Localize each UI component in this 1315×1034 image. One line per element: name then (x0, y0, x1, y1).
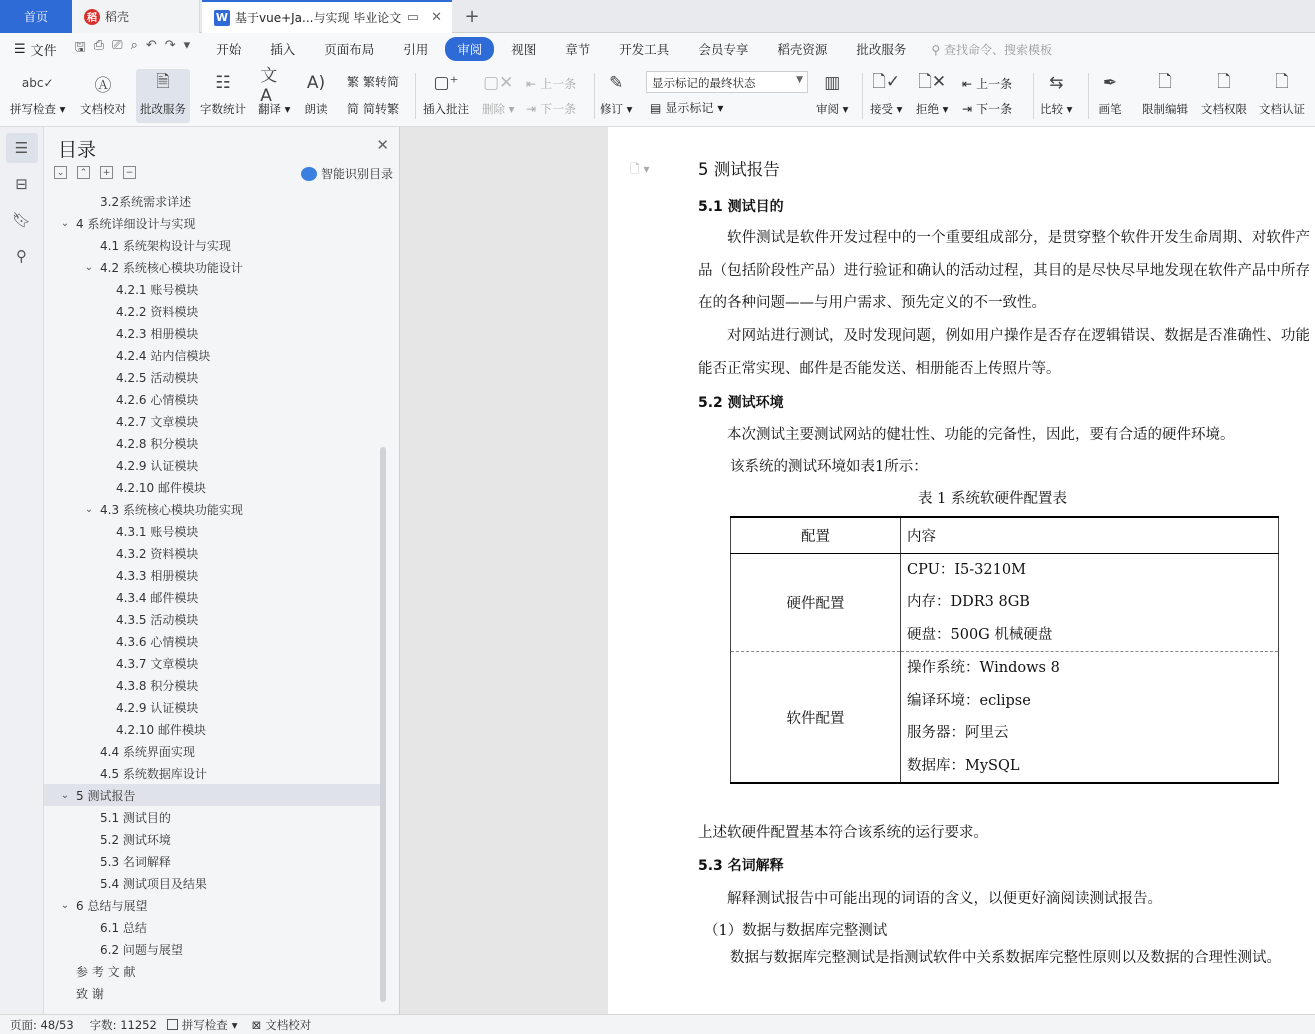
expand-all-icon[interactable]: ⌄ (54, 166, 67, 179)
table-caption: 表 1 系统软硬件配置表 (918, 491, 1067, 507)
export-pdf-icon[interactable]: ⎙ (93, 38, 105, 53)
toc-item[interactable] (44, 784, 380, 806)
next-change-label: 下一条 (976, 102, 1013, 116)
toc-item-label: 5.4 测试项目及结果 (100, 876, 207, 891)
side-nav-strip (0, 127, 44, 1014)
toc-item[interactable] (44, 564, 380, 586)
chevron-down-icon: ▼ (796, 75, 803, 85)
read-aloud-label: 朗读 (304, 102, 328, 116)
page-options-icon[interactable]: 🗋 ▾ (630, 162, 650, 176)
pen-label: 画笔 (1098, 102, 1122, 116)
paragraph-5-1-a: 软件测试是软件开发过程中的一个重要组成部分，是贯穿整个软件开发生命周期、对软件产品（包括阶段性产品）进行验证和确认的活动过程，其目的是尽快尽早地发现在软件产品中所存在的各种问题——与用户需求、预先定义的不一致性。 (698, 230, 1310, 311)
translate-button[interactable]: 文A 翻译 ▾ (258, 65, 291, 116)
permission-icon: 🗋 (1217, 71, 1231, 92)
word-count-button[interactable] (200, 69, 246, 117)
heading-5-3: 5.3 名词解释 (698, 858, 784, 874)
paragraph-5-3-a: 解释测试报告中可能出现的词语的含义，以便更好滴阅读测试报告。 (727, 891, 1162, 907)
toc-item-label: 3.2系统需求详述 (100, 194, 192, 209)
software-line: 编译环境：eclipse (907, 692, 1031, 709)
menu-tab[interactable]: 审阅 (445, 37, 494, 61)
toc-item[interactable] (44, 938, 380, 960)
toc-item[interactable] (44, 608, 380, 630)
proofread-status-button[interactable] (252, 1017, 312, 1033)
toc-item-label: 5 测试报告 (76, 788, 136, 803)
qat-more-icon[interactable]: ▾ (183, 38, 191, 53)
new-tab-icon[interactable]: + (464, 6, 480, 27)
toc-item-label: 4.3.4 邮件模块 (116, 590, 199, 605)
show-markup-button[interactable]: ▤ 显示标记 ▾ (650, 100, 724, 115)
config-table (730, 516, 1279, 784)
menu-tab[interactable]: 开发工具 (619, 42, 670, 57)
ribbon-separator (415, 73, 416, 119)
show-markup-label: 显示标记 (665, 101, 714, 115)
toc-item-label: 4.3 系统核心模块功能实现 (100, 502, 243, 517)
revise-label: 修订 (600, 102, 623, 116)
proofread-icon: Ⓐ (94, 75, 112, 96)
toc-item-label: 4.4 系统界面实现 (100, 744, 195, 759)
menu-tab[interactable]: 章节 (565, 42, 591, 57)
software-line: 操作系统：Windows 8 (907, 660, 1060, 676)
table-header-config: 配置 (731, 517, 901, 553)
collapse-all-icon[interactable]: ⌃ (77, 166, 90, 179)
chevron-down-icon[interactable]: ⌄ (60, 217, 70, 229)
toc-item[interactable] (44, 652, 380, 674)
ai-toc-label: 智能识别目录 (320, 167, 393, 181)
proofread-status-icon: ⊠ (251, 1017, 262, 1032)
tab-home[interactable] (0, 0, 72, 33)
next-comment-icon: ⇥ (526, 101, 537, 116)
tab-document-label: 基于vue+Ja...与实现 毕业论文 (235, 11, 402, 25)
search-icon: ⚲ (931, 42, 941, 57)
toc-item[interactable] (44, 850, 380, 872)
toc-item[interactable] (44, 300, 380, 322)
reject-icon: 🗋✕ (918, 71, 947, 92)
to-simplified-button[interactable] (347, 100, 399, 117)
reject-label: 拒绝 (916, 102, 939, 116)
ribbon-separator (594, 73, 595, 119)
toc-item-label: 4.3.7 文章模块 (116, 656, 199, 671)
toc-item[interactable] (44, 718, 380, 740)
hardware-label: 硬件配置 (731, 553, 901, 652)
menu-tab[interactable]: 批改服务 (856, 42, 907, 57)
tab-home-label: 首页 (23, 10, 48, 24)
toc-item-label: 4.2.7 文章模块 (116, 414, 199, 429)
print-preview-icon[interactable]: ⌕ (130, 38, 138, 53)
command-search[interactable] (931, 41, 1052, 58)
review-service-button[interactable] (136, 69, 190, 123)
hardware-line: CPU：I5-3210M (907, 561, 1026, 578)
chevron-down-icon[interactable]: ⌄ (60, 789, 70, 801)
ai-icon (301, 167, 317, 181)
word-count-label: 字数统计 (200, 102, 246, 116)
toc-item-label: 4.2 系统核心模块功能设计 (100, 260, 243, 275)
remove-heading-icon[interactable]: − (123, 166, 136, 179)
compare-icon: ⇆ (1049, 73, 1064, 93)
paragraph-after-table: 上述软硬件配置基本符合该系统的运行要求。 (698, 825, 988, 841)
doc-permission-label: 文档权限 (1201, 102, 1247, 116)
save-icon[interactable]: 🖫 (74, 40, 86, 55)
certificate-icon: 🗋 (1275, 71, 1289, 92)
toc-item[interactable] (44, 234, 380, 256)
doc-auth-button[interactable] (1259, 69, 1305, 117)
chevron-down-icon[interactable]: ⌄ (84, 261, 94, 273)
toc-item-label: 4.3.1 账号模块 (116, 524, 199, 539)
toc-item-label: 4.2.10 邮件模块 (116, 722, 206, 737)
chevron-down-icon[interactable]: ⌄ (84, 503, 94, 515)
hardware-line: 硬盘：500G 机械硬盘 (907, 626, 1053, 643)
toc-item[interactable] (44, 916, 380, 938)
toc-item-label: 4.2.6 心情模块 (116, 392, 199, 407)
toc-item-label: 6.1 总结 (100, 920, 147, 935)
delete-comment-button[interactable]: ▢✕ 删除 ▾ (482, 69, 514, 117)
toc-item[interactable] (44, 498, 380, 520)
toc-item-label: 5.2 测试环境 (100, 832, 171, 847)
chapter-nav-icon[interactable]: ⊟ (15, 175, 28, 193)
prev-change-icon: ⇤ (962, 76, 973, 91)
spell-check-status-label: 拼写检查 (181, 1017, 228, 1032)
menu-tab[interactable]: 视图 (511, 42, 537, 57)
menu-tab[interactable]: 引用 (403, 42, 429, 57)
toc-item[interactable] (44, 696, 380, 718)
toc-item-label: 4.2.2 资料模块 (116, 304, 199, 319)
toc-item[interactable] (44, 630, 380, 652)
ribbon-separator (862, 73, 863, 119)
heading-5-1: 5.1 测试目的 (698, 199, 784, 215)
spell-check-toggle[interactable]: 拼写检查 ▾ (167, 1017, 238, 1033)
toc-item[interactable] (44, 960, 380, 982)
prev-change-button[interactable] (962, 75, 1012, 92)
toc-panel-icon[interactable]: ☰ (6, 133, 38, 163)
toc-item[interactable] (44, 982, 380, 1004)
toc-item-label: 4.3.8 积分模块 (116, 678, 199, 693)
toc-item[interactable] (44, 872, 380, 894)
tab-daoke-label: 稻壳 (105, 10, 130, 24)
track-changes-icon: ✎ (609, 73, 624, 93)
to-traditional-label: 繁转简 (363, 75, 400, 89)
toc-item-label: 6.2 问题与展望 (100, 942, 183, 957)
read-aloud-icon: A) (306, 73, 326, 93)
undo-icon[interactable]: ↶ (145, 38, 157, 53)
accept-icon: 🗋✓ (872, 71, 901, 92)
toc-list (44, 190, 380, 1004)
toc-item-label: 4.3.5 活动模块 (116, 612, 199, 627)
toc-item[interactable] (44, 190, 380, 212)
page-indicator[interactable]: 页面: 48/53 (10, 1017, 74, 1032)
toc-item[interactable] (44, 740, 380, 762)
lock-doc-icon: 🗋 (1158, 71, 1172, 92)
menu-tab[interactable]: 页面布局 (324, 42, 375, 57)
toc-item-label: 4.5 系统数据库设计 (100, 766, 207, 781)
read-aloud-button[interactable] (302, 69, 330, 117)
review-pane-icon: ▥ (824, 73, 841, 93)
close-icon[interactable]: ✕ (376, 136, 389, 154)
menu-tab[interactable]: 插入 (270, 42, 296, 57)
insert-comment-button[interactable] (423, 69, 469, 117)
delete-comment-label: 删除 (482, 102, 505, 116)
toc-item[interactable] (44, 542, 380, 564)
print-icon[interactable]: ⎚ (112, 38, 123, 53)
comment-delete-icon: ▢✕ (483, 73, 514, 93)
document-page[interactable] (608, 127, 1315, 1014)
toc-item[interactable] (44, 432, 380, 454)
tab-restore-icon[interactable]: ▭ (406, 10, 420, 25)
doc-auth-label: 文档认证 (1259, 102, 1305, 116)
tab-document[interactable] (202, 0, 452, 33)
redo-icon[interactable]: ↷ (164, 38, 176, 53)
markup-icon: ▤ (650, 100, 662, 115)
toc-item[interactable] (44, 586, 380, 608)
toc-item[interactable] (44, 828, 380, 850)
convert-icon: 繁 (347, 75, 360, 89)
review-service-label: 批改服务 (140, 102, 186, 116)
compare-label: 比较 (1040, 102, 1063, 116)
pen-button[interactable] (1096, 69, 1124, 117)
accept-label: 接受 (870, 102, 893, 116)
compare-button[interactable]: ⇆ 比较 ▾ (1040, 69, 1072, 117)
prev-change-label: 上一条 (976, 77, 1013, 91)
toc-item[interactable] (44, 212, 380, 234)
prev-comment-button[interactable] (526, 75, 576, 92)
next-change-icon: ⇥ (962, 101, 973, 116)
restrict-edit-label: 限制编辑 (1142, 102, 1188, 116)
heading-5-2: 5.2 测试环境 (698, 395, 784, 411)
file-menu-button[interactable] (0, 40, 57, 59)
accept-button[interactable]: 🗋✓ 接受 ▾ (870, 69, 902, 117)
toc-item-label: 4.2.4 站内信模块 (116, 348, 211, 363)
heading-test-report: 5 测试报告 (698, 160, 780, 179)
tab-bar (0, 0, 1315, 33)
review-button[interactable]: ▥ 审阅 ▾ (816, 69, 848, 117)
toc-item-label: 4 系统详细设计与实现 (76, 216, 196, 231)
toc-item[interactable] (44, 894, 380, 916)
tab-daoke[interactable] (72, 0, 200, 33)
hamburger-icon: ☰ (14, 41, 26, 57)
software-line: 服务器：阿里云 (907, 725, 1009, 741)
paragraph-5-3-b: 数据与数据库完整测试是指测试软件中关系数据库完整性原则以及数据的合理性测试。 (730, 950, 1281, 966)
toc-item-label: 4.3.3 相册模块 (116, 568, 199, 583)
to-simplified-label: 简转繁 (363, 102, 400, 116)
toc-item-label: 4.2.9 认证模块 (116, 458, 199, 473)
toc-item-label: 5.3 名词解释 (100, 854, 171, 869)
command-search-placeholder: 查找命令、搜索模板 (943, 42, 1052, 57)
toc-item[interactable] (44, 366, 380, 388)
checkbox-icon (167, 1019, 178, 1030)
next-comment-button[interactable] (526, 100, 576, 117)
toc-item-label: 6 总结与展望 (76, 898, 148, 913)
software-line: 数据库：MySQL (907, 757, 1020, 774)
software-label: 软件配置 (731, 652, 901, 784)
ai-toc-button[interactable] (301, 165, 393, 182)
convert-icon: 简 (347, 102, 360, 116)
hardware-content (901, 553, 1279, 652)
list-item-5-3-1: （1）数据与数据库完整测试 (704, 923, 888, 939)
review-service-icon: 🗎 (156, 71, 170, 92)
document-canvas (400, 127, 1315, 1014)
toc-item[interactable] (44, 344, 380, 366)
table-header-content: 内容 (901, 517, 1279, 553)
toc-item-label: 4.2.10 邮件模块 (116, 480, 206, 495)
spell-check-icon: abc✓ (21, 76, 54, 90)
menu-bar (0, 33, 1315, 65)
review-label: 审阅 (816, 102, 839, 116)
menu-tab[interactable]: 会员专享 (698, 42, 749, 57)
toc-item[interactable] (44, 256, 380, 278)
comment-add-icon: ▢⁺ (433, 73, 459, 93)
paragraph-5-1-b: 对网站进行测试，及时发现问题，例如用户操作是否存在逻辑错误、数据是否准确性、功能能否正常实现、邮件是否能发送、相册能否上传照片等。 (698, 328, 1310, 377)
toc-item-label: 4.2.5 活动模块 (116, 370, 199, 385)
reject-button[interactable]: 🗋✕ 拒绝 ▾ (916, 69, 948, 117)
toc-item-label: 4.2.9 认证模块 (116, 700, 199, 715)
doc-proofread-label: 文档校对 (80, 102, 126, 116)
next-comment-label: 下一条 (540, 102, 577, 116)
table-header-row (731, 517, 1279, 553)
translate-icon: 文A (260, 65, 278, 106)
toc-item-label: 参 考 文 献 (76, 964, 136, 979)
translate-label: 翻译 (258, 102, 281, 116)
restrict-edit-button[interactable] (1142, 69, 1188, 117)
add-heading-icon[interactable]: + (100, 166, 113, 179)
toc-item-label: 4.3.6 心情模块 (116, 634, 199, 649)
toc-item[interactable] (44, 388, 380, 410)
prev-comment-icon: ⇤ (526, 76, 537, 91)
toc-item-label: 4.1 系统架构设计与实现 (100, 238, 231, 253)
toc-item-label: 4.3.2 资料模块 (116, 546, 199, 561)
chevron-down-icon[interactable]: ⌄ (60, 899, 70, 911)
table-row (731, 553, 1279, 652)
daoke-logo-icon: 稻 (84, 9, 100, 25)
status-bar (0, 1014, 1315, 1034)
toc-item-label: 4.2.8 积分模块 (116, 436, 199, 451)
toc-item-label: 4.2.1 账号模块 (116, 282, 199, 297)
toc-item[interactable] (44, 410, 380, 432)
paragraph-5-2-a: 本次测试主要测试网站的健壮性、功能的完备性，因此，要有合适的硬件环境。 (727, 427, 1235, 443)
toc-item[interactable] (44, 278, 380, 300)
to-traditional-button[interactable] (347, 73, 399, 90)
toc-item-label: 致 谢 (76, 986, 104, 1001)
menu-tab[interactable]: 稻壳资源 (777, 42, 828, 57)
doc-proofread-button[interactable] (80, 69, 126, 117)
paragraph-5-2-b: 该系统的测试环境如表1所示： (730, 459, 928, 475)
proofread-status-label: 文档校对 (265, 1017, 312, 1032)
next-change-button[interactable] (962, 100, 1012, 117)
spell-check-label: 拼写检查 (10, 102, 56, 116)
bookmark-icon[interactable]: 🔖︎ (11, 211, 32, 229)
toc-item[interactable] (44, 762, 380, 784)
prev-comment-label: 上一条 (540, 77, 577, 91)
software-content (901, 652, 1279, 784)
toc-panel (44, 127, 400, 1014)
pen-icon: ✒ (1102, 73, 1118, 93)
ribbon-separator (1033, 73, 1034, 119)
markup-state-value: 显示标记的最终状态 (652, 76, 756, 90)
word-count-indicator[interactable]: 字数: 11252 (89, 1017, 157, 1032)
toc-item[interactable] (44, 322, 380, 344)
spell-check-button[interactable]: abc✓ 拼写检查 ▾ (10, 69, 65, 117)
toc-title: 目录 (58, 139, 97, 161)
toc-item-label: 5.1 测试目的 (100, 810, 171, 825)
doc-permission-button[interactable] (1201, 69, 1247, 117)
toc-toolbar (54, 166, 136, 179)
word-count-icon: ☷ (215, 73, 231, 93)
find-icon[interactable]: ⚲ (16, 247, 27, 265)
toc-scrollbar[interactable] (380, 447, 386, 1002)
toc-item[interactable] (44, 454, 380, 476)
toc-item[interactable] (44, 476, 380, 498)
hardware-line: 内存：DDR3 8GB (907, 594, 1030, 610)
writer-logo-icon: W (215, 11, 229, 24)
menu-tab[interactable]: 开始 (216, 42, 242, 57)
toc-item[interactable] (44, 674, 380, 696)
toc-item[interactable] (44, 806, 380, 828)
revise-button[interactable]: ✎ 修订 ▾ (600, 69, 632, 117)
ribbon-separator (1088, 73, 1089, 119)
file-menu-label: 文件 (30, 43, 57, 59)
menu-tabs (204, 37, 923, 61)
insert-comment-label: 插入批注 (423, 102, 469, 116)
toc-item-label: 4.2.3 相册模块 (116, 326, 199, 341)
markup-state-select[interactable] (646, 71, 808, 93)
quick-access-toolbar (75, 38, 191, 60)
tab-close-icon[interactable]: ✕ (431, 10, 442, 25)
toc-item[interactable] (44, 520, 380, 542)
table-row (731, 652, 1279, 784)
